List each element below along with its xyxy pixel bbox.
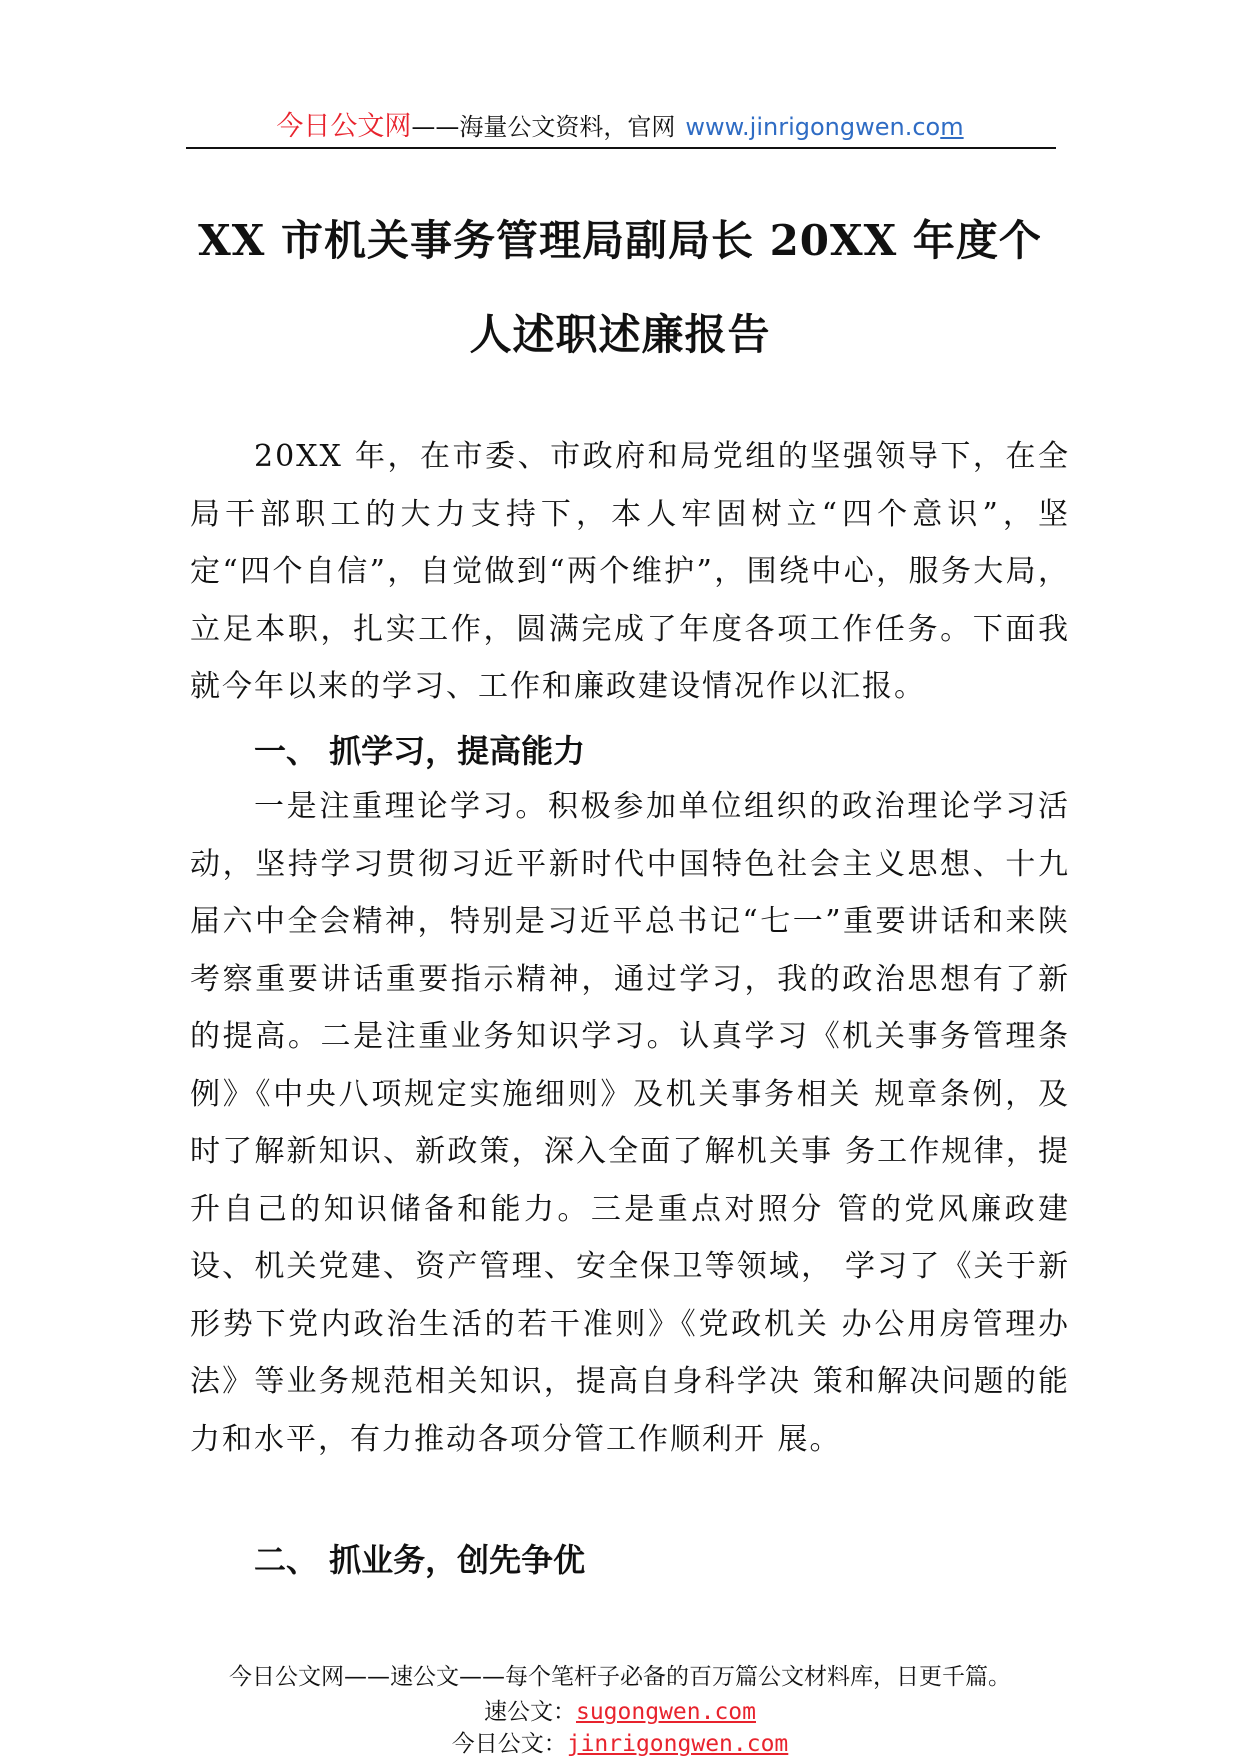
footer-jinrigongwen-link[interactable]: jinrigongwen.com bbox=[566, 1731, 789, 1757]
footer-jinrigongwen bbox=[0, 1725, 1240, 1758]
section-1-paragraph: 一是注重理论学习。积极参加单位组织的政治理论学习活动，坚持学习贯彻习近平新时代中国特色社会主义思想、十九届六中全会精神，特别是习近平总书记“七一”重要讲话和来陕考察重要讲话重要指示精神，通过学习，我的政治思想有了新的提高。二是注重业务知识学习。认真学习《机关事务管理条例》《中央八项规定实施细则》及机关事务相关 规章条例，及时了解新知识、新政策，深入全面了解机关事 务工作规律，提升自己的知识储备和能力。三是重点对照分 管的党风廉政建设、机关党建、资产管理、安全保卫等领域， 学习了《关于新形势下党内政治生活的若干准则》《党政机关 办公用房管理办法》等业务规范相关知识，提高自身科学决 策和解决问题的能力和水平，有力推动各项分管工作顺利开 展。 bbox=[190, 789, 1070, 1457]
document-title-line-1: XX 市机关事务管理局副局长 20XX 年度个 bbox=[198, 216, 1042, 265]
header-tagline: ——海量公文资料，官网 bbox=[411, 113, 676, 141]
section-heading-2: 二、 抓业务，创先争优 bbox=[254, 1541, 586, 1579]
footer-sugongwen bbox=[0, 1693, 1240, 1726]
intro-paragraph: 20XX 年，在市委、市政府和局党组的坚强领导下，在全局干部职工的大力支持下，本人牢固树立“四个意识”，坚定“四个自信”，自觉做到“两个维护”，围绕中心，服务大局，立足本职，扎实工作，圆满完成了年度各项工作任务。下面我就今年以来的学习、工作和廉政建设情况作以汇报。 bbox=[190, 439, 1070, 704]
footer-sugongwen-link[interactable]: sugongwen.com bbox=[575, 1699, 756, 1725]
footer-sugongwen-label: 速公文： bbox=[483, 1699, 576, 1725]
document-title-line-2: 人述职述廉报告 bbox=[469, 310, 771, 359]
header-url-link[interactable]: www.jinrigongwen.com bbox=[685, 113, 964, 141]
header-divider bbox=[186, 147, 1056, 149]
brand-name: 今日公文网 bbox=[276, 111, 412, 142]
footer-jinrigongwen-label: 今日公文： bbox=[451, 1731, 567, 1757]
site-header bbox=[0, 104, 1240, 143]
footer-slogan: 今日公文网——速公文——每个笔杆子必备的百万篇公文材料库，日更千篇。 bbox=[229, 1664, 1011, 1690]
section-heading-1: 一、 抓学习，提高能力 bbox=[254, 732, 586, 770]
